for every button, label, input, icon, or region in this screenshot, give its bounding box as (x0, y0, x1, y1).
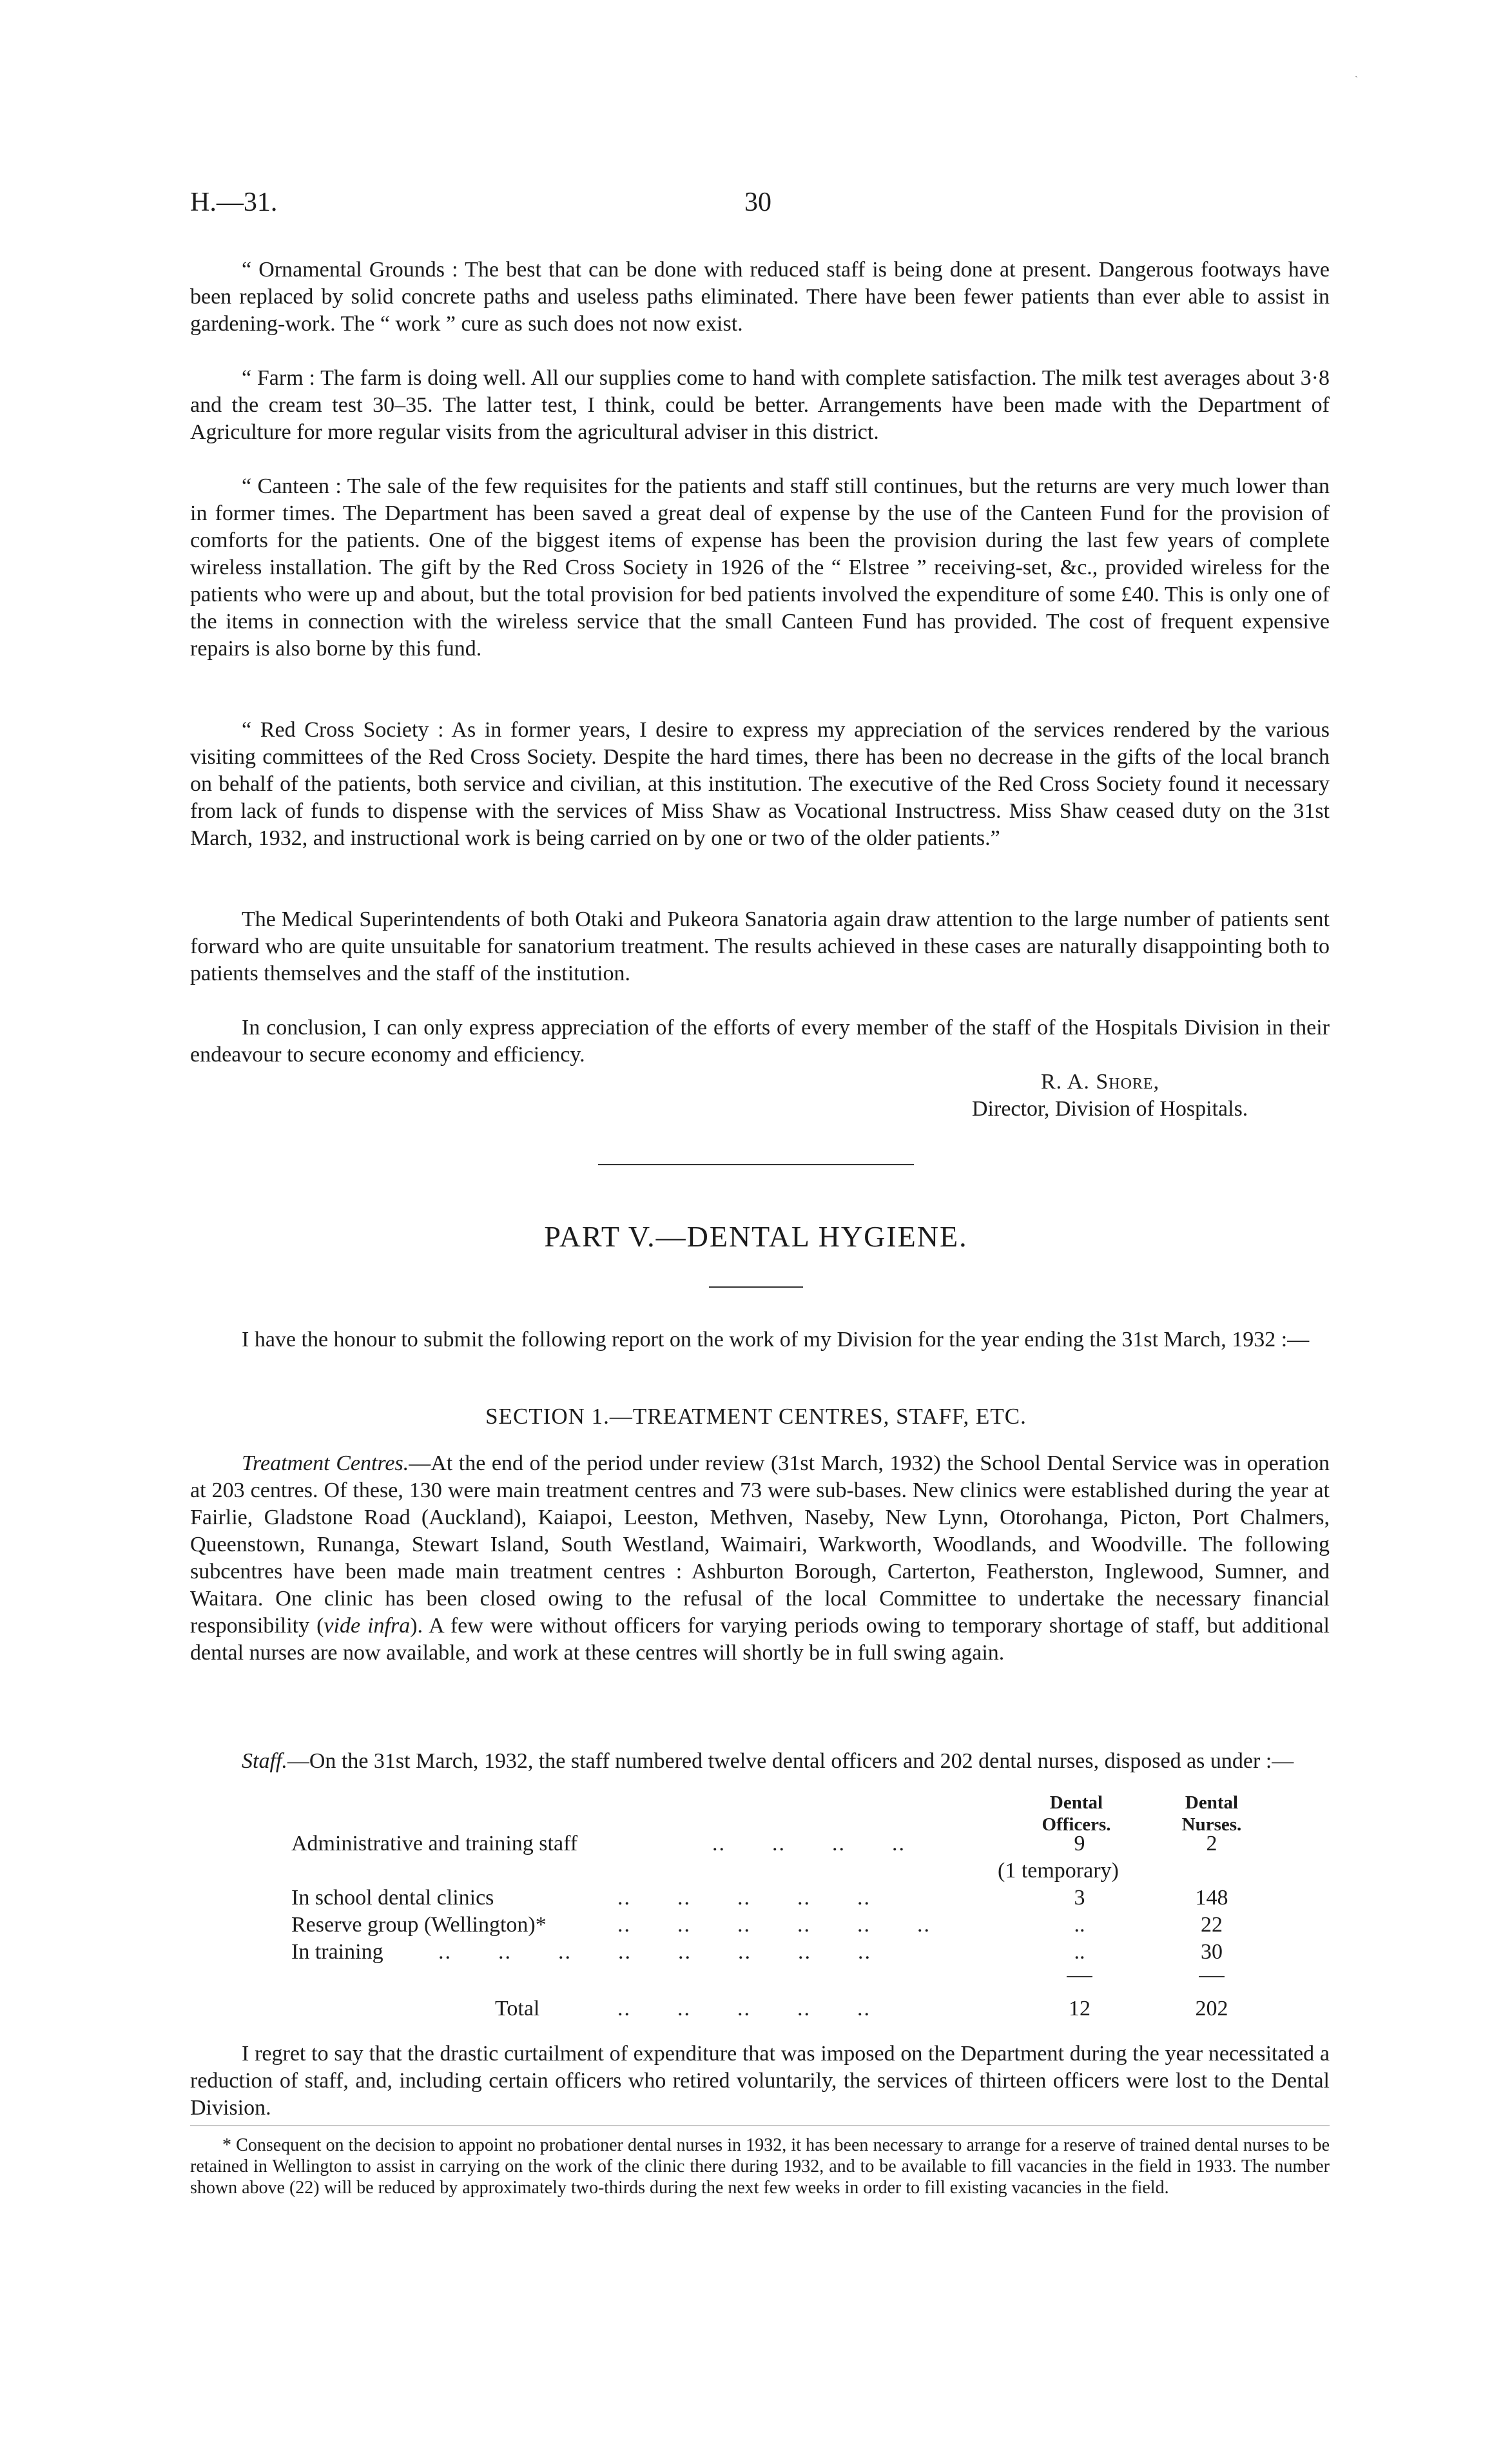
staff-text: —On the 31st March, 1932, the staff numbered twelve dental officers and 202 dental nurses, disposed as under :— (287, 1749, 1294, 1773)
nurses-value: 22 (1201, 1913, 1223, 1937)
paragraph-intro: I have the honour to submit the following report on the work of my Division for the year ending the 31st March, 1932 :— (242, 1328, 1310, 1352)
signature-name: R. A. Shore, (1041, 1070, 1160, 1094)
paragraph-staff (190, 1748, 1330, 1775)
officers-value: 9 (1074, 1832, 1085, 1856)
paragraph-conclusion: In conclusion, I can only express appreciation of the efforts of every member of the staff of the Hospitals Division in their endeavour to secure economy and efficiency. (190, 1016, 1330, 1067)
officers-value: 3 (1074, 1886, 1085, 1910)
treatment-text: —At the end of the period under review (31st March, 1932) the School Dental Service was in operation at 203 centres. Of these, 130 were main treatment centres and 73 were sub-bases. New clinics were established during the year at Fairlie, Gladstone Road (Auckland), Kaiapoi, Leeston, Methven, Naseby, New Lynn, Otorohanga, Picton, Port Chalmers, Queenstown, Runanga, Stewart Island, South Westland, Waimairi, Warkworth, Woodlands, and Woodville. The following subcentres have been made main treatment centres : Ashburton Borough, Carterton, Featherston, Inglewood, Sumner, and Waitara. One clinic has been closed owing to the refusal of the local Committee to undertake the necessary financial responsibility ( (190, 1451, 1330, 1638)
sum-rule-officers (1067, 1976, 1092, 1977)
section-title: SECTION 1.—TREATMENT CENTRES, STAFF, ETC. (485, 1404, 1027, 1429)
total-officers: 12 (1069, 1997, 1090, 2020)
nurses-value: 2 (1206, 1832, 1217, 1856)
signature-title: Director, Division of Hospitals. (972, 1097, 1248, 1121)
paragraph-curtailment: I regret to say that the drastic curtailment of expenditure that was imposed on the Department during the year necessitated a reduction of staff, and, including certain officers who retired voluntarily, the services of thirteen officers were lost to the Dental Division. (190, 2042, 1330, 2120)
footnote: * Consequent on the decision to appoint no probationer dental nurses in 1932, it has been necessary to arrange for a reserve of trained dental nurses to be retained in Wellington to assist in carrying on the work of the clinic there during 1932, and to be available to fill vacancies in the field in 1933. The number shown above (22) will be reduced by approximately two-thirds during the next few weeks in order to fill existing vacancies in the field. (190, 2135, 1330, 2198)
treatment-heading: Treatment Centres. (242, 1451, 409, 1475)
column-header-nurses: Dental Nurses. (1181, 1792, 1242, 1835)
nurses-value: 148 (1195, 1886, 1228, 1910)
treatment-text-end: ). A few were without officers for varying periods owing to temporary shortage of staff, but additional dental nurses are now available, and work at these centres will shortly be in full swing again. (190, 1614, 1330, 1665)
paragraph-farm: “ Farm : The farm is doing well. All our supplies come to hand with complete satisfaction. The milk test averages about 3·8 and the cream test 30–35. The latter test, I think, could be better. Arrangements have been made with the Department of Agriculture for more regular visits from the agricultural adviser in this district. (190, 366, 1330, 444)
paragraph-superintendents: The Medical Superintendents of both Otaki and Pukeora Sanatoria again draw attention to the large number of patients sent forward who are quite unsuitable for sanatorium treatment. The results achieved in these cases are naturally disappointing both to patients themselves and the staff of the institution. (190, 907, 1330, 985)
staff-heading: Staff. (242, 1749, 287, 1773)
paragraph-ornamental-grounds: “ Ornamental Grounds : The best that can be done with reduced staff is being done at present. Dangerous footways have been replaced by solid concrete paths and useless paths eliminated. There have been fewer patients than ever able to assist in gardening-work. The “ work ” cure as such does not now exist. (190, 258, 1330, 336)
paragraph-canteen: “ Canteen : The sale of the few requisites for the patients and staff still continues, but the returns are very much lower than in former times. The Department has been saved a great deal of expense by the use of the Canteen Fund for the provision of comforts for the patients. One of the biggest items of expense has been the provision during the last few years of complete wireless installation. The gift by the Red Cross Society in 1926 of the “ Elstree ” receiving-set, &c., provided wireless for the patients who were up and about, but the total provision for bed patients involved the expenditure of some £40. This is only one of the items in connection with the wireless service that the small Canteen Fund has provided. The cost of frequent expensive repairs is also borne by this fund. (190, 474, 1330, 661)
officers-value: .. (1074, 1940, 1085, 1964)
document-reference: H.—31. (190, 188, 278, 217)
scan-mark: ˏ (1355, 67, 1359, 78)
leader-dots: .. .. .. .. .. .. (617, 1913, 931, 1937)
title-underline (709, 1286, 803, 1288)
vide-infra: vide infra (324, 1614, 411, 1638)
row-label: In school dental clinics (291, 1886, 494, 1910)
row-note: (1 temporary) (998, 1859, 1119, 1883)
part-title: PART V.—DENTAL HYGIENE. (544, 1220, 968, 1253)
row-label: In training (291, 1940, 383, 1964)
page-number: 30 (744, 188, 771, 217)
column-header-officers: Dental Officers. (1042, 1792, 1111, 1835)
row-label: Reserve group (Wellington)* (291, 1913, 547, 1937)
leader-dots: .. .. .. .. .. .. .. .. (438, 1940, 871, 1964)
paragraph-treatment-centres (190, 1450, 1330, 1667)
total-nurses: 202 (1195, 1997, 1228, 2020)
sum-rule-nurses (1199, 1976, 1225, 1977)
section-divider (598, 1164, 914, 1165)
officers-value: .. (1074, 1913, 1085, 1937)
paragraph-red-cross: “ Red Cross Society : As in former years, I desire to express my appreciation of the services rendered by the various visiting committees of the Red Cross Society. Despite the hard times, there has been no decrease in the gifts of the local branch on behalf of the patients, both service and civilian, at this institution. The executive of the Red Cross Society found it necessary from lack of funds to dispense with the services of Miss Shaw as Vocational Instructress. Miss Shaw ceased duty on the 31st March, 1932, and instructional work is being carried on by one or two of the older patients.” (190, 718, 1330, 850)
nurses-value: 30 (1201, 1940, 1223, 1964)
leader-dots: .. .. .. .. .. (617, 1997, 871, 2020)
leader-dots: .. .. .. .. (712, 1832, 906, 1856)
row-label: Administrative and training staff (291, 1832, 578, 1856)
leader-dots: .. .. .. .. .. (617, 1886, 871, 1910)
total-label: Total (495, 1997, 540, 2020)
